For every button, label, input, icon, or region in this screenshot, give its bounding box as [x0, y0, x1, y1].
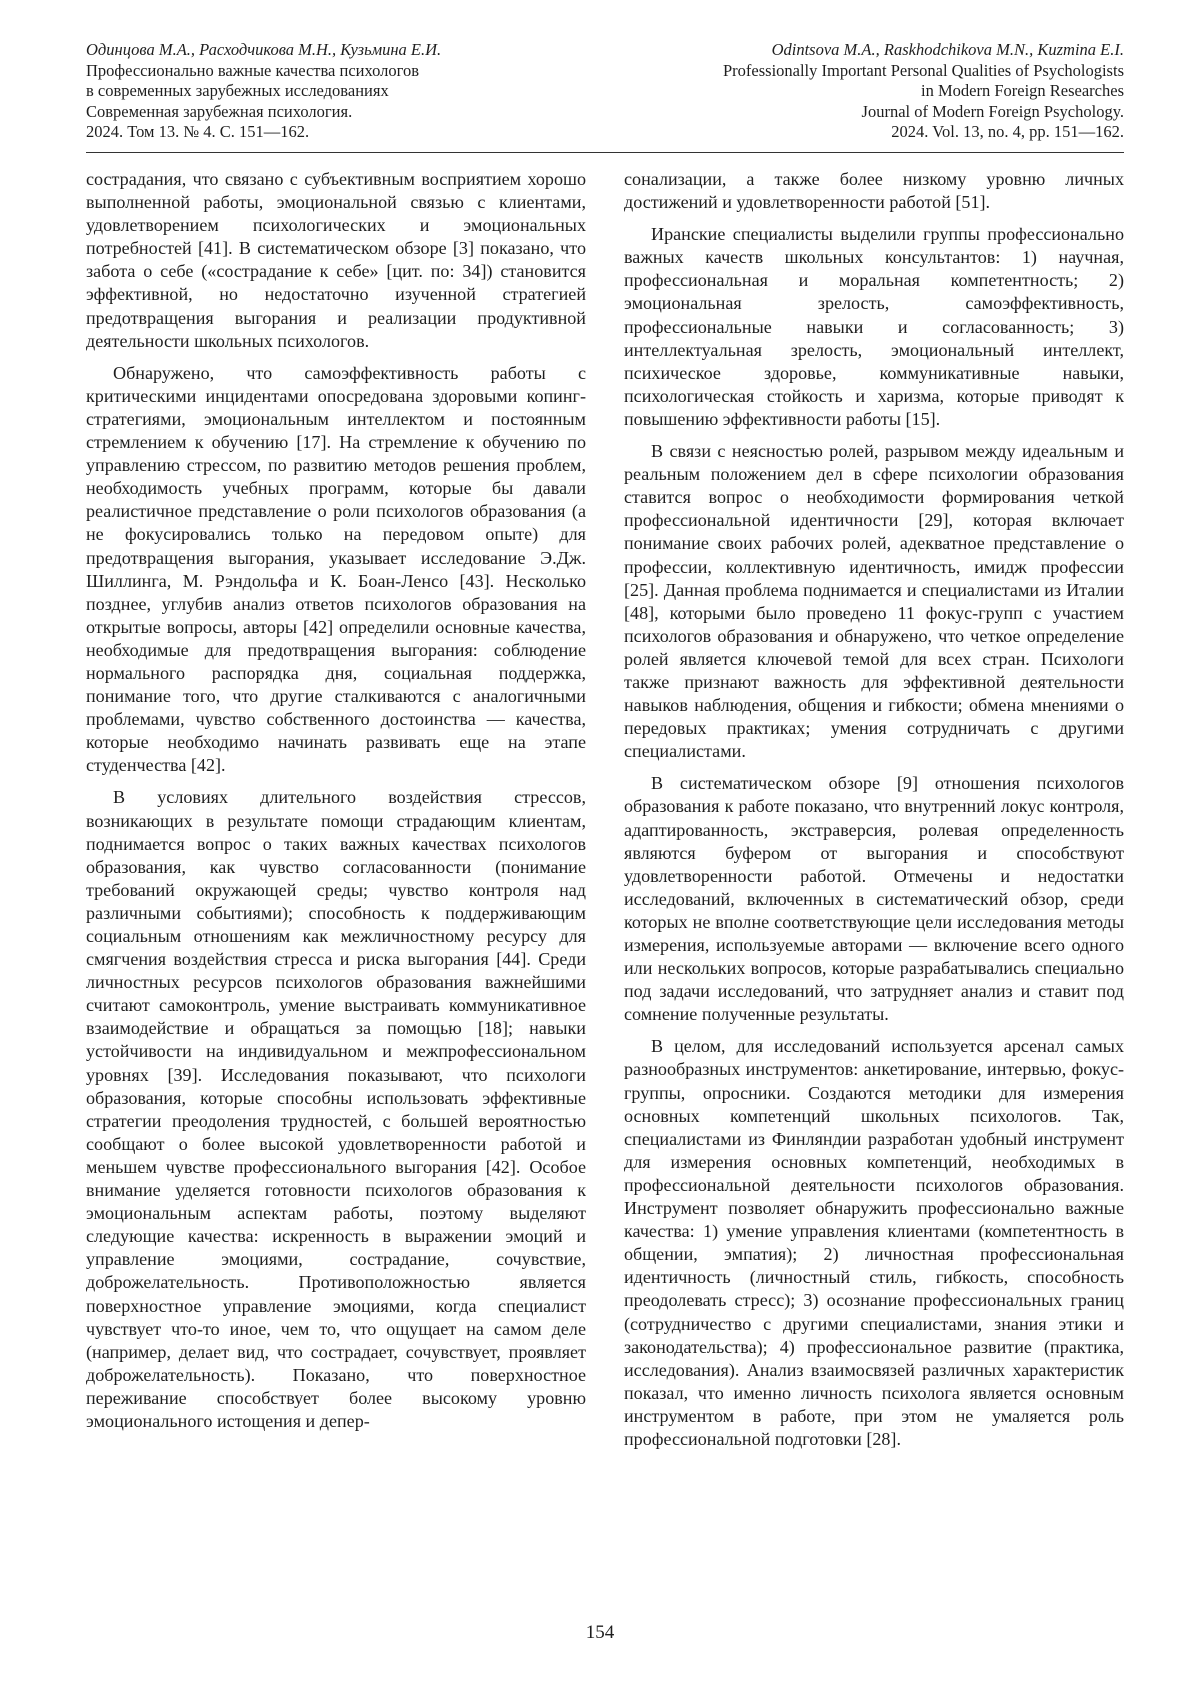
- header-title-en-line1: Professionally Important Personal Qualities of Psychologists: [722, 60, 1124, 80]
- paragraph: Обнаружено, что самоэффективность работы с критическими инцидентами опосредована здоровыми копинг-стратегиями, эмоциональным интеллектом и постоянным стремлением к обучению [17]. На стремление к обучению по управлению стрессом, по развитию методов решения проблем, необходимость учебных программ, которые бы давали реалистичное представление о роли психологов образования (а не фокусировались только на передовом опыте) для предотвращения выгорания, указывает исследование Э.Дж. Шиллинга, М. Рэндольфа и К. Боан-Ленсо [43]. Несколько позднее, углубив анализ ответов психологов образования на открытые вопросы, авторы [42] определили основные качества, необходимые для предотвращения выгорания: соблюдение нормального распорядка дня, социальная поддержка, понимание того, что другие сталкиваются с аналогичными проблемами, чувство собственного достоинства — качества, которые необходимо начинать развивать еще на этапе студенчества [42].: [86, 362, 586, 776]
- paragraph: Иранские специалисты выделили группы профессионально важных качеств школьных консультантов: 1) научная, профессиональная и моральная компетентность; 2) эмоциональная зрелость, самоэффективность, профессиональные навыки и согласованность; 3) интеллектуальная зрелость, эмоциональный интеллект, психическое здоровье, коммуникативные навыки, психологическая стойкость и харизма, которые приводят к повышению эффективности работы [15].: [624, 224, 1124, 429]
- header-issue-en: 2024. Vol. 13, no. 4, pp. 151—162.: [891, 122, 1124, 141]
- paragraph: В систематическом обзоре [9] отношения психологов образования к работе показано, что внутренний локус контроля, адаптированность, экстраверсия, ролевая определенность являются буфером от выгорания и способствуют удовлетворенности работой. Отмечены и недостатки исследований, включенных в систематический обзор, среди которых не вполне соответствующие цели исследования методы измерения, используемые авторами — включение всего одного или нескольких вопросов, которые разрабатывались специально под задачи исследований, что затрудняет анализ и ставит под сомнение полученные результаты.: [624, 773, 1124, 1025]
- header-divider: [86, 152, 1124, 153]
- header-title-ru-line2: в современных зарубежных исследованиях: [86, 81, 389, 100]
- page-number: 154: [585, 1622, 615, 1643]
- header-issue-ru: 2024. Том 13. № 4. С. 151—162.: [86, 122, 310, 141]
- header-authors-ru: Одинцова М.А., Расходчикова М.Н., Кузьмина Е.И.: [86, 40, 442, 59]
- header-russian: [86, 40, 606, 143]
- right-column: [624, 168, 1124, 1588]
- header-english: [604, 40, 1124, 143]
- paragraph: В условиях длительного воздействия стрессов, возникающих в результате помощи страдающим клиентам, поднимается вопрос о таких важных качествах психологов образования, как чувство согласованности (понимание требований окружающей среды; чувство контроля над различными событиями); способность к поддерживающим социальным отношениям как межличностному ресурсу для смягчения воздействия стресса и риска выгорания [44]. Среди личностных ресурсов психологов образования важнейшими считают самоконтроль, умение выстраивать коммуникативное взаимодействие и обращаться за помощью [18]; навыки устойчивости на индивидуальном и межпрофессиональном уровнях [39]. Исследования показывают, что психологи образования, которые способны использовать эффективные стратегии преодоления трудностей, с большей вероятностью сообщают о более высокой удовлетворенности работой и меньшем чувстве профессионального выгорания [42]. Особое внимание уделяется готовности психологов образования к эмоциональным аспектам работы, поэтому выделяют следующие качества: искренность в выражении эмоций и управление эмоциями, сострадание, сочувствие, доброжелательность. Противоположностью является поверхностное управление эмоциями, когда специалист чувствует что-то иное, чем то, что ощущает на самом деле (например, делает вид, что сострадает, сочувствует, проявляет доброжелательность). Показано, что поверхностное переживание способствует более высокому уровню эмоционального истощения и депер-: [86, 787, 586, 1431]
- header-journal-ru: Современная зарубежная психология.: [86, 101, 353, 121]
- header-journal-en: Journal of Modern Foreign Psychology.: [861, 101, 1124, 121]
- paragraph: В связи с неясностью ролей, разрывом между идеальным и реальным положением дел в сфере психологии образования ставится вопрос о необходимости формирования четкой профессиональной идентичности [29], которая включает понимание своих рабочих ролей, адекватное представление о профессии, коллективную идентичность, имидж профессии [25]. Данная проблема поднимается и специалистами из Италии [48], которыми было проведено 11 фокус-групп с участием психологов образования и обнаружено, что четкое определение ролей является ключевой темой для всех стран. Психологи также признают важность для эффективной деятельности навыков наблюдения, общения и гибкости; обмена мнениями о передовых практиках; умения сотрудничать с другими специалистами.: [624, 441, 1124, 762]
- paragraph: сонализации, а также более низкому уровню личных достижений и удовлетворенности работой [51].: [624, 169, 1124, 213]
- left-column: [86, 168, 586, 1588]
- header-title-en-line2: in Modern Foreign Researches: [921, 81, 1124, 100]
- paragraph: В целом, для исследований используется арсенал самых разнообразных инструментов: анкетирование, интервью, фокус-группы, опросники. Создаются методики для измерения основных компетенций школьных психологов. Так, специалистами из Финляндии разработан удобный инструмент для измерения основных компетенций, необходимых в профессиональной деятельности психологов образования. Инструмент позволяет обнаружить профессионально важные качества: 1) умение управления клиентами (компетентность в общении, эмпатия); 2) личностная профессиональная идентичность (личностный стиль, гибкость, способность преодолевать стресс); 3) осознание профессиональных границ (сотрудничество с другими специалистами, знания этики и законодательства); 4) профессиональное развитие (практика, исследования). Анализ взаимосвязей различных характеристик показал, что именно личность психолога является основным инструментом в работе, при этом не умаляется роль профессиональной подготовки [28].: [624, 1036, 1124, 1449]
- paragraph: сострадания, что связано с субъективным восприятием хорошо выполненной работы, эмоциональной связью с клиентами, удовлетворением психологических и эмоциональных потребностей [41]. В систематическом обзоре [3] показано, что забота о себе («сострадание к себе» [цит. по: 34]) становится эффективной, но недостаточно изученной стратегией предотвращения выгорания и реализации продуктивной деятельности школьных психологов.: [86, 169, 586, 351]
- header-authors-en: Odintsova M.A., Raskhodchikova M.N., Kuzmina E.I.: [771, 40, 1124, 59]
- header-title-ru-line1: Профессионально важные качества психологов: [86, 60, 420, 80]
- running-header: [86, 40, 1124, 148]
